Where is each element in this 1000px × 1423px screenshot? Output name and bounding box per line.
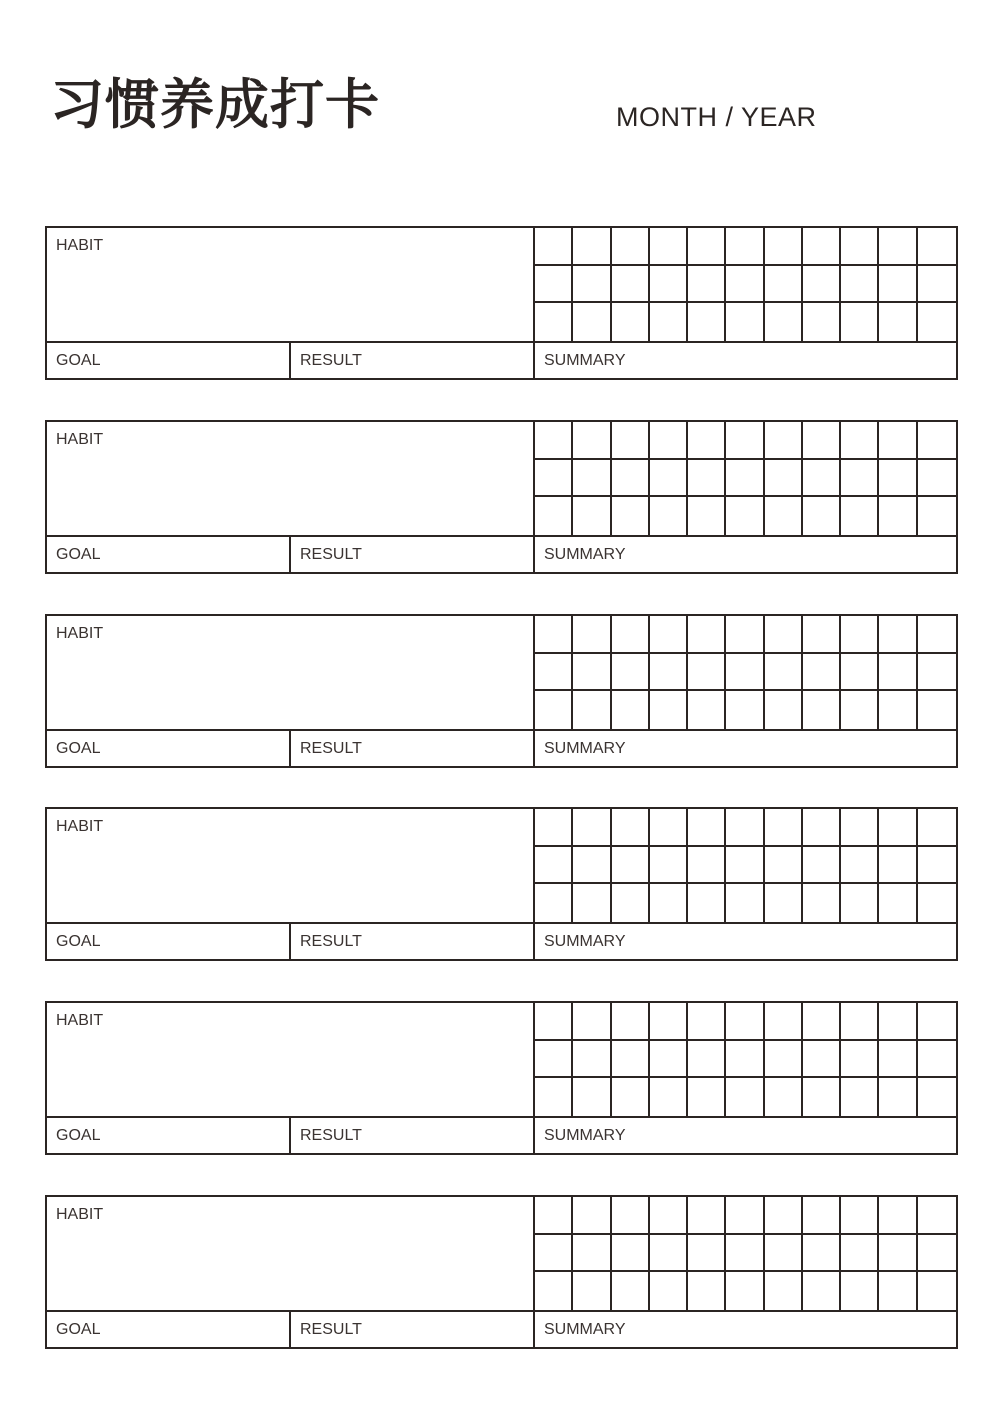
checkin-cell[interactable] <box>535 1197 573 1235</box>
checkin-cell[interactable] <box>765 809 803 847</box>
summary-label: SUMMARY <box>544 546 626 563</box>
checkin-cell[interactable] <box>918 497 956 535</box>
checkin-cell[interactable] <box>726 1003 764 1041</box>
checkin-cell[interactable] <box>765 1272 803 1310</box>
habit-block <box>45 1001 958 1155</box>
checkin-cell[interactable] <box>688 616 726 654</box>
checkin-cell[interactable] <box>841 1235 879 1273</box>
checkin-cell[interactable] <box>841 847 879 885</box>
checkin-cell[interactable] <box>688 1003 726 1041</box>
checkin-cell[interactable] <box>535 1003 573 1041</box>
checkin-cell[interactable] <box>879 1003 917 1041</box>
checkin-cell[interactable] <box>650 497 688 535</box>
checkin-cell[interactable] <box>803 1235 841 1273</box>
checkin-cell[interactable] <box>803 228 841 266</box>
checkin-cell[interactable] <box>688 1272 726 1310</box>
checkin-cell[interactable] <box>612 1078 650 1116</box>
checkin-cell[interactable] <box>612 1003 650 1041</box>
page-title: 习惯养成打卡 <box>50 73 380 136</box>
checkin-cell[interactable] <box>573 1003 611 1041</box>
checkin-cell[interactable] <box>841 266 879 304</box>
checkin-cell[interactable] <box>573 228 611 266</box>
result-label: RESULT <box>300 546 362 563</box>
checkin-cell[interactable] <box>612 884 650 922</box>
checkin-cell[interactable] <box>612 497 650 535</box>
checkin-cell[interactable] <box>918 460 956 498</box>
checkin-cell[interactable] <box>918 1003 956 1041</box>
habit-field[interactable] <box>47 228 535 343</box>
checkin-cell[interactable] <box>765 654 803 692</box>
habit-block <box>45 614 958 768</box>
checkin-cell[interactable] <box>726 884 764 922</box>
goal-label: GOAL <box>56 1321 101 1338</box>
checkin-grid <box>535 422 956 537</box>
checkin-cell[interactable] <box>612 228 650 266</box>
checkin-cell[interactable] <box>765 884 803 922</box>
checkin-cell[interactable] <box>879 654 917 692</box>
checkin-cell[interactable] <box>535 460 573 498</box>
checkin-cell[interactable] <box>650 654 688 692</box>
checkin-cell[interactable] <box>650 809 688 847</box>
checkin-cell[interactable] <box>841 616 879 654</box>
checkin-cell[interactable] <box>918 422 956 460</box>
checkin-cell[interactable] <box>841 303 879 341</box>
result-field[interactable] <box>291 537 535 572</box>
result-field[interactable] <box>291 924 535 959</box>
checkin-cell[interactable] <box>803 1003 841 1041</box>
checkin-cell[interactable] <box>803 616 841 654</box>
checkin-cell[interactable] <box>841 884 879 922</box>
checkin-cell[interactable] <box>650 1078 688 1116</box>
checkin-cell[interactable] <box>765 1041 803 1079</box>
checkin-cell[interactable] <box>841 1272 879 1310</box>
checkin-cell[interactable] <box>803 422 841 460</box>
checkin-cell[interactable] <box>535 691 573 729</box>
checkin-cell[interactable] <box>918 1041 956 1079</box>
summary-field[interactable] <box>535 537 956 572</box>
habit-label: HABIT <box>56 1206 104 1223</box>
summary-label: SUMMARY <box>544 1127 626 1144</box>
result-field[interactable] <box>291 1118 535 1153</box>
checkin-cell[interactable] <box>573 1041 611 1079</box>
result-field[interactable] <box>291 343 535 378</box>
checkin-cell[interactable] <box>726 228 764 266</box>
checkin-cell[interactable] <box>573 266 611 304</box>
checkin-cell[interactable] <box>765 616 803 654</box>
checkin-cell[interactable] <box>879 422 917 460</box>
checkin-cell[interactable] <box>765 303 803 341</box>
goal-field[interactable] <box>47 924 291 959</box>
checkin-cell[interactable] <box>573 1235 611 1273</box>
checkin-cell[interactable] <box>573 1197 611 1235</box>
checkin-cell[interactable] <box>803 809 841 847</box>
checkin-cell[interactable] <box>841 1041 879 1079</box>
checkin-cell[interactable] <box>803 460 841 498</box>
habit-block <box>45 420 958 574</box>
checkin-cell[interactable] <box>535 654 573 692</box>
habit-label: HABIT <box>56 1012 104 1029</box>
checkin-cell[interactable] <box>612 809 650 847</box>
habit-field[interactable] <box>47 616 535 731</box>
checkin-cell[interactable] <box>879 884 917 922</box>
goal-label: GOAL <box>56 740 101 757</box>
summary-label: SUMMARY <box>544 352 626 369</box>
result-label: RESULT <box>300 933 362 950</box>
checkin-cell[interactable] <box>765 497 803 535</box>
checkin-cell[interactable] <box>841 422 879 460</box>
checkin-cell[interactable] <box>535 884 573 922</box>
checkin-cell[interactable] <box>726 1272 764 1310</box>
summary-field[interactable] <box>535 1312 956 1347</box>
checkin-cell[interactable] <box>765 266 803 304</box>
habit-block <box>45 226 958 380</box>
checkin-cell[interactable] <box>803 1272 841 1310</box>
checkin-cell[interactable] <box>726 1078 764 1116</box>
checkin-cell[interactable] <box>535 228 573 266</box>
checkin-cell[interactable] <box>726 266 764 304</box>
checkin-cell[interactable] <box>765 1197 803 1235</box>
checkin-cell[interactable] <box>612 1197 650 1235</box>
checkin-cell[interactable] <box>535 1235 573 1273</box>
habit-block <box>45 807 958 961</box>
habit-label: HABIT <box>56 237 104 254</box>
habit-field[interactable] <box>47 1003 535 1118</box>
result-field[interactable] <box>291 1312 535 1347</box>
checkin-cell[interactable] <box>650 1272 688 1310</box>
checkin-cell[interactable] <box>879 847 917 885</box>
checkin-cell[interactable] <box>688 422 726 460</box>
result-label: RESULT <box>300 352 362 369</box>
checkin-cell[interactable] <box>688 228 726 266</box>
checkin-cell[interactable] <box>918 691 956 729</box>
checkin-cell[interactable] <box>918 654 956 692</box>
checkin-cell[interactable] <box>918 884 956 922</box>
checkin-cell[interactable] <box>573 847 611 885</box>
checkin-cell[interactable] <box>612 616 650 654</box>
checkin-cell[interactable] <box>841 809 879 847</box>
checkin-cell[interactable] <box>535 809 573 847</box>
habit-field[interactable] <box>47 1197 535 1312</box>
checkin-cell[interactable] <box>841 1078 879 1116</box>
checkin-cell[interactable] <box>803 884 841 922</box>
checkin-cell[interactable] <box>726 654 764 692</box>
checkin-cell[interactable] <box>535 847 573 885</box>
checkin-cell[interactable] <box>573 654 611 692</box>
checkin-cell[interactable] <box>688 884 726 922</box>
habit-label: HABIT <box>56 431 104 448</box>
checkin-cell[interactable] <box>918 1272 956 1310</box>
checkin-cell[interactable] <box>688 303 726 341</box>
checkin-cell[interactable] <box>765 1235 803 1273</box>
checkin-cell[interactable] <box>726 691 764 729</box>
summary-field[interactable] <box>535 924 956 959</box>
checkin-cell[interactable] <box>803 1197 841 1235</box>
checkin-cell[interactable] <box>726 460 764 498</box>
goal-label: GOAL <box>56 933 101 950</box>
checkin-cell[interactable] <box>803 303 841 341</box>
checkin-cell[interactable] <box>688 1041 726 1079</box>
checkin-cell[interactable] <box>612 691 650 729</box>
checkin-cell[interactable] <box>765 460 803 498</box>
checkin-cell[interactable] <box>841 654 879 692</box>
habit-block <box>45 1195 958 1349</box>
goal-field[interactable] <box>47 731 291 766</box>
checkin-cell[interactable] <box>726 497 764 535</box>
checkin-grid <box>535 616 956 731</box>
checkin-cell[interactable] <box>650 460 688 498</box>
checkin-cell[interactable] <box>803 1078 841 1116</box>
checkin-cell[interactable] <box>726 616 764 654</box>
checkin-cell[interactable] <box>726 1197 764 1235</box>
checkin-cell[interactable] <box>612 1041 650 1079</box>
checkin-cell[interactable] <box>918 266 956 304</box>
checkin-cell[interactable] <box>841 497 879 535</box>
checkin-cell[interactable] <box>650 691 688 729</box>
checkin-cell[interactable] <box>612 422 650 460</box>
checkin-cell[interactable] <box>918 303 956 341</box>
checkin-cell[interactable] <box>765 1078 803 1116</box>
checkin-cell[interactable] <box>573 1272 611 1310</box>
checkin-cell[interactable] <box>573 1078 611 1116</box>
checkin-cell[interactable] <box>803 266 841 304</box>
checkin-cell[interactable] <box>535 303 573 341</box>
checkin-cell[interactable] <box>535 497 573 535</box>
checkin-cell[interactable] <box>650 1003 688 1041</box>
checkin-cell[interactable] <box>918 1197 956 1235</box>
checkin-cell[interactable] <box>803 691 841 729</box>
checkin-cell[interactable] <box>650 616 688 654</box>
checkin-cell[interactable] <box>650 303 688 341</box>
summary-field[interactable] <box>535 343 956 378</box>
result-label: RESULT <box>300 1127 362 1144</box>
checkin-cell[interactable] <box>612 460 650 498</box>
checkin-cell[interactable] <box>688 1235 726 1273</box>
result-label: RESULT <box>300 1321 362 1338</box>
checkin-cell[interactable] <box>803 847 841 885</box>
habit-field[interactable] <box>47 809 535 924</box>
goal-label: GOAL <box>56 352 101 369</box>
checkin-cell[interactable] <box>726 809 764 847</box>
checkin-cell[interactable] <box>841 1197 879 1235</box>
goal-field[interactable] <box>47 1118 291 1153</box>
goal-field[interactable] <box>47 343 291 378</box>
checkin-cell[interactable] <box>765 1003 803 1041</box>
checkin-cell[interactable] <box>726 1235 764 1273</box>
checkin-cell[interactable] <box>650 266 688 304</box>
checkin-cell[interactable] <box>573 616 611 654</box>
checkin-cell[interactable] <box>879 460 917 498</box>
checkin-cell[interactable] <box>765 228 803 266</box>
checkin-cell[interactable] <box>879 1197 917 1235</box>
result-field[interactable] <box>291 731 535 766</box>
checkin-cell[interactable] <box>612 654 650 692</box>
checkin-cell[interactable] <box>803 497 841 535</box>
checkin-cell[interactable] <box>726 847 764 885</box>
checkin-cell[interactable] <box>765 422 803 460</box>
checkin-cell[interactable] <box>918 616 956 654</box>
checkin-cell[interactable] <box>688 691 726 729</box>
checkin-cell[interactable] <box>650 1041 688 1079</box>
checkin-cell[interactable] <box>879 1078 917 1116</box>
checkin-cell[interactable] <box>535 422 573 460</box>
checkin-cell[interactable] <box>918 809 956 847</box>
checkin-cell[interactable] <box>726 1041 764 1079</box>
checkin-grid <box>535 1003 956 1118</box>
checkin-cell[interactable] <box>879 1235 917 1273</box>
checkin-cell[interactable] <box>879 303 917 341</box>
checkin-cell[interactable] <box>879 691 917 729</box>
checkin-cell[interactable] <box>650 847 688 885</box>
checkin-cell[interactable] <box>573 422 611 460</box>
checkin-cell[interactable] <box>841 1003 879 1041</box>
checkin-cell[interactable] <box>688 1078 726 1116</box>
habit-label: HABIT <box>56 625 104 642</box>
checkin-cell[interactable] <box>535 1078 573 1116</box>
checkin-cell[interactable] <box>918 1235 956 1273</box>
checkin-cell[interactable] <box>841 460 879 498</box>
checkin-cell[interactable] <box>535 616 573 654</box>
checkin-cell[interactable] <box>726 303 764 341</box>
checkin-cell[interactable] <box>688 1197 726 1235</box>
summary-label: SUMMARY <box>544 933 626 950</box>
summary-label: SUMMARY <box>544 740 626 757</box>
month-year-label: MONTH / YEAR <box>616 102 817 132</box>
checkin-cell[interactable] <box>688 266 726 304</box>
checkin-cell[interactable] <box>573 303 611 341</box>
checkin-cell[interactable] <box>573 884 611 922</box>
checkin-cell[interactable] <box>879 616 917 654</box>
checkin-cell[interactable] <box>535 1272 573 1310</box>
goal-label: GOAL <box>56 546 101 563</box>
checkin-cell[interactable] <box>918 228 956 266</box>
checkin-cell[interactable] <box>918 847 956 885</box>
checkin-cell[interactable] <box>879 228 917 266</box>
checkin-cell[interactable] <box>765 847 803 885</box>
checkin-cell[interactable] <box>535 266 573 304</box>
result-label: RESULT <box>300 740 362 757</box>
checkin-grid <box>535 1197 956 1312</box>
checkin-cell[interactable] <box>841 691 879 729</box>
checkin-cell[interactable] <box>573 809 611 847</box>
checkin-cell[interactable] <box>573 691 611 729</box>
checkin-grid <box>535 228 956 343</box>
checkin-grid <box>535 809 956 924</box>
goal-field[interactable] <box>47 537 291 572</box>
summary-label: SUMMARY <box>544 1321 626 1338</box>
checkin-cell[interactable] <box>688 847 726 885</box>
checkin-cell[interactable] <box>612 1235 650 1273</box>
checkin-cell[interactable] <box>879 266 917 304</box>
checkin-cell[interactable] <box>573 497 611 535</box>
checkin-cell[interactable] <box>650 422 688 460</box>
goal-label: GOAL <box>56 1127 101 1144</box>
checkin-cell[interactable] <box>650 884 688 922</box>
checkin-cell[interactable] <box>688 809 726 847</box>
checkin-cell[interactable] <box>803 654 841 692</box>
checkin-cell[interactable] <box>688 654 726 692</box>
habit-label: HABIT <box>56 818 104 835</box>
checkin-cell[interactable] <box>612 1272 650 1310</box>
summary-field[interactable] <box>535 1118 956 1153</box>
checkin-cell[interactable] <box>535 1041 573 1079</box>
checkin-cell[interactable] <box>803 1041 841 1079</box>
checkin-cell[interactable] <box>879 809 917 847</box>
checkin-cell[interactable] <box>573 460 611 498</box>
summary-field[interactable] <box>535 731 956 766</box>
checkin-cell[interactable] <box>612 303 650 341</box>
goal-field[interactable] <box>47 1312 291 1347</box>
checkin-cell[interactable] <box>650 1197 688 1235</box>
habit-field[interactable] <box>47 422 535 537</box>
checkin-cell[interactable] <box>918 1078 956 1116</box>
checkin-cell[interactable] <box>688 460 726 498</box>
checkin-cell[interactable] <box>879 1272 917 1310</box>
checkin-cell[interactable] <box>879 1041 917 1079</box>
checkin-cell[interactable] <box>612 847 650 885</box>
checkin-cell[interactable] <box>612 266 650 304</box>
checkin-cell[interactable] <box>841 228 879 266</box>
checkin-cell[interactable] <box>726 422 764 460</box>
checkin-cell[interactable] <box>650 1235 688 1273</box>
checkin-cell[interactable] <box>765 691 803 729</box>
checkin-cell[interactable] <box>688 497 726 535</box>
checkin-cell[interactable] <box>650 228 688 266</box>
checkin-cell[interactable] <box>879 497 917 535</box>
